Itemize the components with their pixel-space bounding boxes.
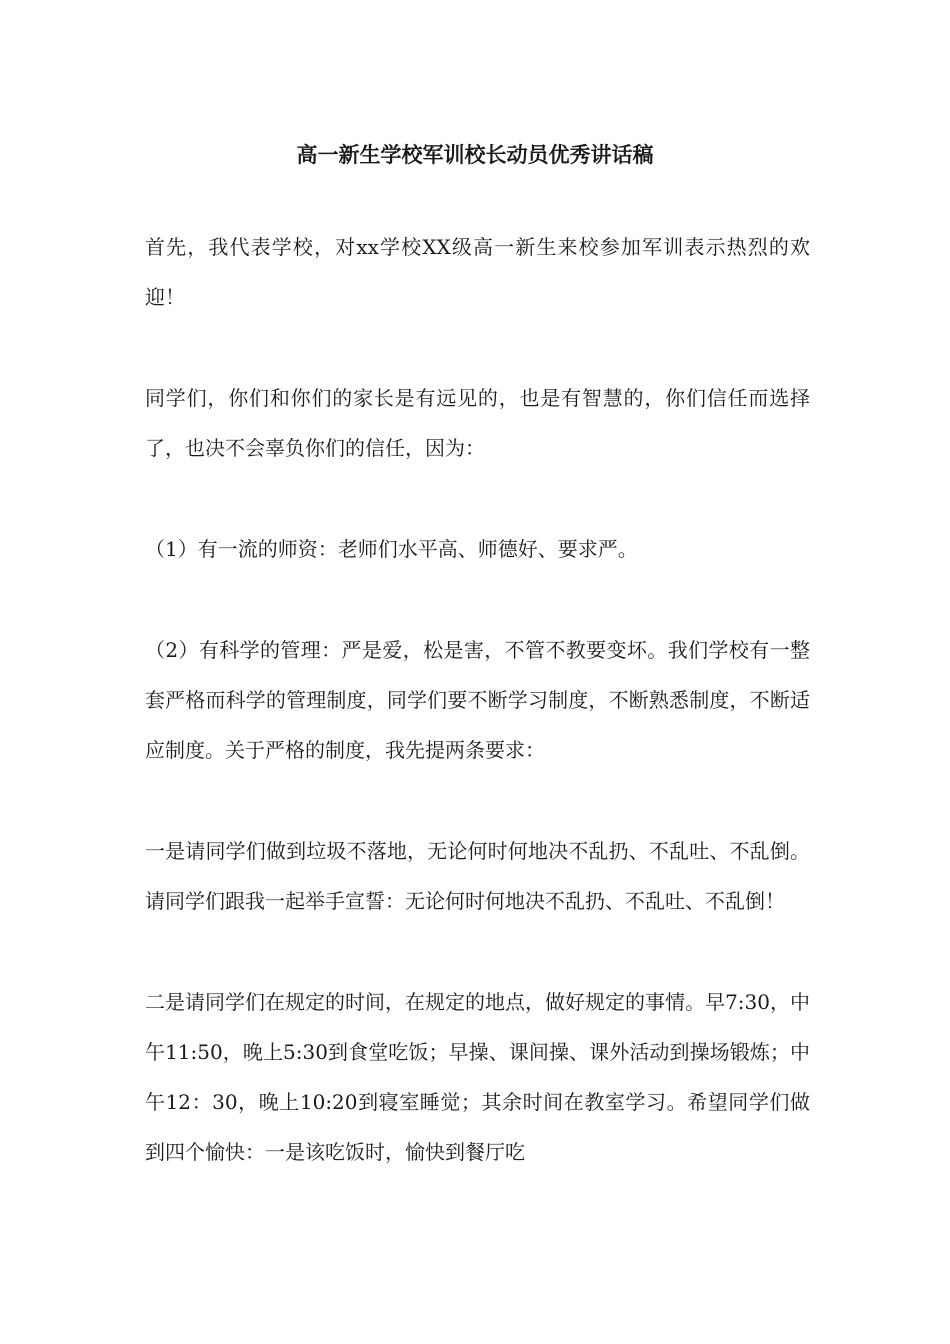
- document-body: [145, 222, 810, 1228]
- paragraph-management: （2）有科学的管理：严是爱，松是害，不管不教要变坏。我们学校有一整套严格而科学的管理制度，同学们要不断学习制度，不断熟悉制度，不断适应制度。关于严格的制度，我先提两条要求：: [145, 638, 810, 762]
- paragraph-rule-one: 一是请同学们做到垃圾不落地，无论何时何地决不乱扔、不乱吐、不乱倒。请同学们跟我一起举手宣誓：无论何时何地决不乱扔、不乱吐、不乱倒！: [145, 839, 810, 913]
- paragraph-rule-two: 二是请同学们在规定的时间，在规定的地点，做好规定的事情。早7:30，中午11:50，晚上5:30到食堂吃饭；早操、课间操、课外活动到操场锻炼；中午12：30，晚上10:20到寝室睡觉；其余时间在教室学习。希望同学们做到四个愉快：一是该吃饭时，愉快到餐厅吃: [145, 990, 810, 1164]
- paragraph-welcome: 首先，我代表学校，对xx学校XX级高一新生来校参加军训表示热烈的欢迎！: [145, 235, 810, 309]
- paragraph-teachers: （1）有一流的师资：老师们水平高、师德好、要求严。: [145, 537, 638, 561]
- document-title: 高一新生学校军训校长动员优秀讲话稿: [296, 142, 654, 167]
- paragraph-trust: 同学们，你们和你们的家长是有远见的，也是有智慧的，你们信任而选择了，也决不会辜负你们的信任，因为：: [145, 386, 810, 460]
